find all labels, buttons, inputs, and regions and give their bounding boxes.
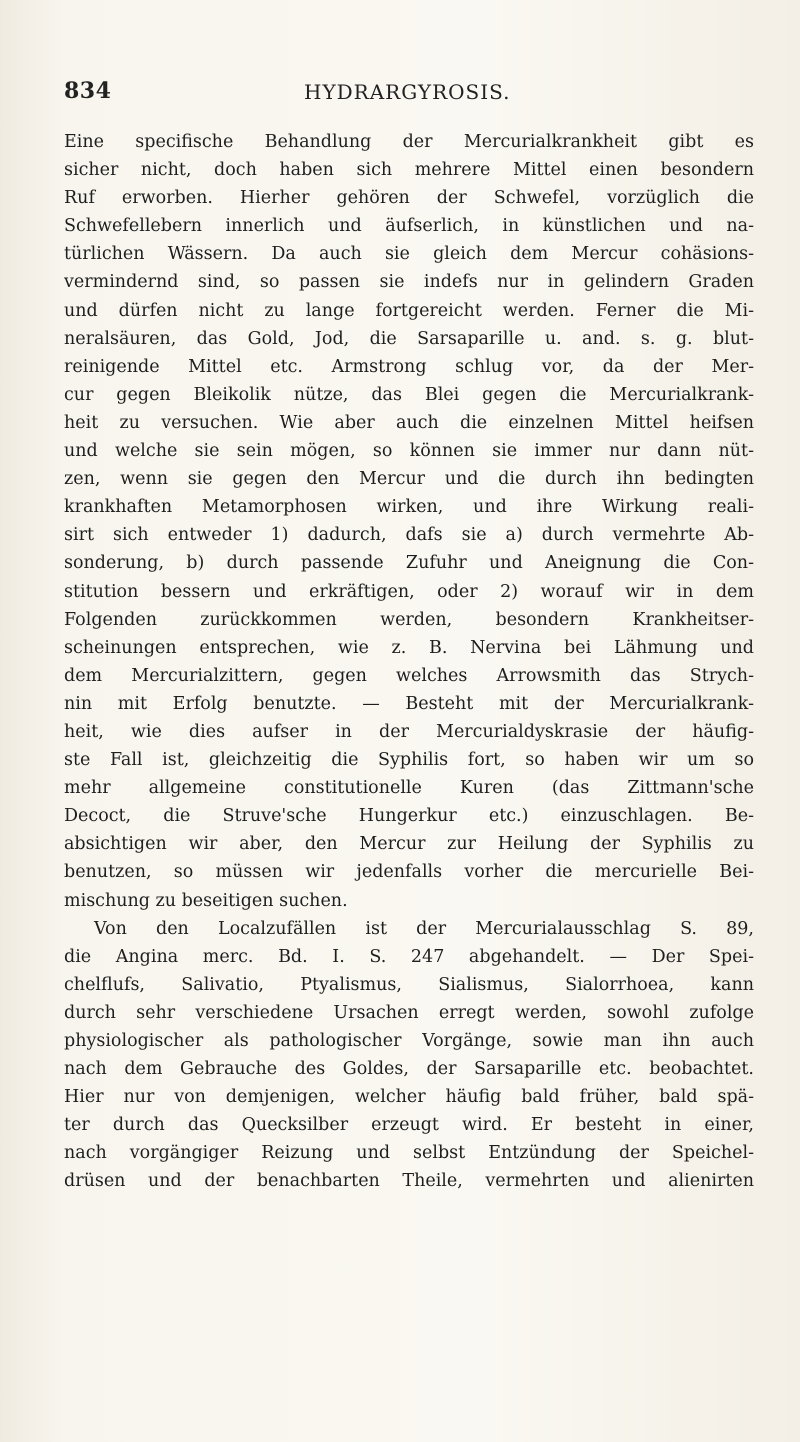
- text-line: krankhaften Metamorphosen wirken, und ihre Wirkung reali-: [64, 497, 754, 518]
- text-line: cur gegen Bleikolik nütze, das Blei gegen die Mercurialkrank-: [64, 384, 754, 405]
- running-title: HYDRARGYROSIS.: [304, 80, 511, 104]
- text-line: und welche sie sein mögen, so können sie immer nur dann nüt-: [64, 441, 754, 462]
- text-line: benutzen, so müssen wir jedenfalls vorher die mercurielle Bei-: [64, 862, 754, 883]
- text-line: Von den Localzufällen ist der Mercurialausschlag S. 89,: [94, 918, 754, 939]
- page-header: [64, 78, 754, 112]
- text-line: nach dem Gebrauche des Goldes, der Sarsaparille etc. beobachtet.: [64, 1059, 754, 1080]
- text-line: neralsäuren, das Gold, Jod, die Sarsaparille u. and. s. g. blut-: [64, 328, 754, 349]
- text-line: drüsen und der benachbarten Theile, vermehrten und alienirten: [64, 1171, 754, 1192]
- text-line: scheinungen entsprechen, wie z. B. Nervina bei Lähmung und: [64, 637, 754, 658]
- text-line: ter durch das Quecksilber erzeugt wird. Er besteht in einer,: [64, 1115, 754, 1136]
- text-line: sirt sich entweder 1) dadurch, dafs sie a) durch vermehrte Ab-: [64, 525, 754, 546]
- text-line: mischung zu beseitigen suchen.: [64, 890, 348, 911]
- text-line: ste Fall ist, gleichzeitig die Syphilis fort, so haben wir um so: [64, 750, 754, 771]
- text-line: mehr allgemeine constitutionelle Kuren (das Zittmann'sche: [64, 778, 754, 799]
- text-line: physiologischer als pathologischer Vorgänge, sowie man ihn auch: [64, 1031, 754, 1051]
- text-line: sicher nicht, doch haben sich mehrere Mittel einen besondern: [64, 160, 754, 181]
- text-line: zen, wenn sie gegen den Mercur und die durch ihn bedingten: [64, 469, 754, 490]
- text-line: türlichen Wässern. Da auch sie gleich dem Mercur cohäsions-: [64, 244, 754, 265]
- text-line: Folgenden zurückkommen werden, besondern Krankheitser-: [64, 609, 754, 630]
- text-line: chelflufs, Salivatio, Ptyalismus, Sialismus, Sialorrhoea, kann: [64, 974, 754, 995]
- text-line: heit, wie dies aufser in der Mercurialdyskrasie der häufig-: [64, 721, 754, 742]
- page-number: 834: [64, 78, 112, 104]
- text-line: die Angina merc. Bd. I. S. 247 abgehandelt. — Der Spei-: [64, 946, 754, 967]
- text-line: vermindernd sind, so passen sie indefs nur in gelindern Graden: [64, 272, 754, 293]
- text-line: dem Mercurialzittern, gegen welches Arrowsmith das Strych-: [64, 665, 754, 686]
- text-line: reinigende Mittel etc. Armstrong schlug vor, da der Mer-: [64, 356, 754, 377]
- text-line: sonderung, b) durch passende Zufuhr und Aneignung die Con-: [64, 553, 754, 574]
- text-line: Schwefellebern innerlich und äufserlich, in künstlichen und na-: [64, 216, 754, 237]
- text-line: durch sehr verschiedene Ursachen erregt werden, sowohl zufolge: [64, 1002, 754, 1023]
- text-line: heit zu versuchen. Wie aber auch die einzelnen Mittel heifsen: [64, 412, 754, 433]
- text-line: und dürfen nicht zu lange fortgereicht werden. Ferner die Mi-: [64, 300, 754, 321]
- body-text: [64, 128, 754, 1196]
- text-line: Hier nur von demjenigen, welcher häufig bald früher, bald spä-: [64, 1087, 754, 1108]
- text-line: absichtigen wir aber, den Mercur zur Heilung der Syphilis zu: [64, 834, 754, 855]
- text-line: Decoct, die Struve'sche Hungerkur etc.) einzuschlagen. Be-: [64, 806, 754, 827]
- text-line: nin mit Erfolg benutzte. — Besteht mit der Mercurialkrank-: [64, 693, 754, 714]
- text-line: Ruf erworben. Hierher gehören der Schwefel, vorzüglich die: [64, 188, 754, 209]
- text-line: stitution bessern und erkräftigen, oder 2) worauf wir in dem: [64, 581, 754, 602]
- text-line: Eine specifische Behandlung der Mercurialkrankheit gibt es: [64, 132, 754, 152]
- text-line: nach vorgängiger Reizung und selbst Entzündung der Speichel-: [64, 1143, 754, 1164]
